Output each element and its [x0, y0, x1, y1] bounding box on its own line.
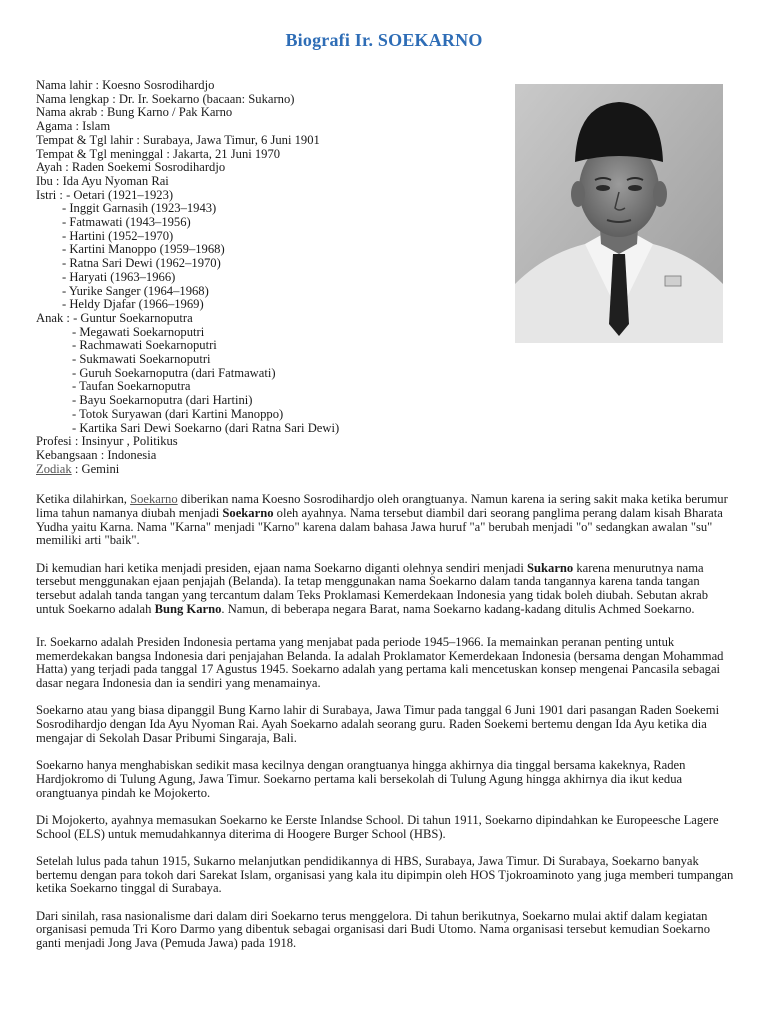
page-title: Biografi Ir. SOEKARNO [285, 30, 483, 50]
istri-item: - Inggit Garnasih (1923–1943) [62, 201, 217, 216]
paragraph-7: Setelah lulus pada tahun 1915, Sukarno melanjutkan pendidikannya di HBS, Surabaya, Jawa Timur. Di Surabaya, Soekarno banyak bertemu dengan para tokoh dari Sarekat Islam, organisasi yang kala itu dipimpin oleh HOS Tjokroaminoto yang juga memberi tumpangan ketika Soekarno tinggal di Surabaya. [36, 853, 734, 896]
istri-item: - Ratna Sari Dewi (1962–1970) [62, 256, 221, 271]
istri-item: - Kartini Manoppo (1959–1968) [62, 242, 225, 257]
istri-item: - Fatmawati (1943–1956) [62, 215, 191, 230]
info-agama: Agama : Islam [36, 119, 111, 134]
p1-text-c: oleh ayahnya. Nama tersebut diambil dari seorang panglima perang dalam kisah Bharata Yudha yaitu Karna. Nama "Karna" menjadi "Karno" karena dalam bahasa Jawa huruf "a" berubah menjadi "o" sedangkan awalan "su" memiliki arti "baik". [36, 505, 723, 548]
paragraph-8: Dari sinilah, rasa nasionalisme dari dalam diri Soekarno terus menggelora. Di tahun berikutnya, Soekarno mulai aktif dalam kegiatan organisasi pemuda Tri Koro Darmo yang dibentuk sebagai organisasi dari Budi Utomo. Nama organisasi tersebut kemudian Soekarno ganti menjadi Jong Java (Pemuda Jawa) pada 1918. [36, 908, 710, 951]
anak-item: - Bayu Soekarnoputra (dari Hartini) [72, 393, 253, 408]
p2-bold-2: Bung Karno [154, 601, 222, 616]
zodiak-value: : Gemini [71, 461, 120, 476]
info-ibu: Ibu : Ida Ayu Nyoman Rai [36, 173, 169, 188]
info-profesi: Profesi : Insinyur , Politikus [36, 434, 178, 449]
info-nama-lahir: Nama lahir : Koesno Sosrodihardjo [36, 78, 215, 92]
info-nama-lengkap: Nama lengkap : Dr. Ir. Soekarno (bacaan: Sukarno) [36, 91, 295, 106]
anak-item: - Megawati Soekarnoputri [72, 324, 205, 339]
info-ayah: Ayah : Raden Soekemi Sosrodihardjo [36, 160, 226, 175]
biodata-list [36, 79, 496, 476]
anak-item: - Rachmawati Soekarnoputri [72, 338, 217, 353]
info-anak-first: Anak : - Guntur Soekarnoputra [36, 310, 193, 325]
info-istri-first: Istri : - Oetari (1921–1923) [36, 187, 174, 202]
anak-item: - Sukmawati Soekarnoputri [72, 352, 211, 367]
p2-bold-1: Sukarno [527, 560, 574, 575]
paragraph-5: Soekarno hanya menghabiskan sedikit masa kecilnya dengan orangtuanya hingga akhirnya dia tinggal bersama kakeknya, Raden Hardjokromo di Tulung Agung, Jawa Timur. Soekarno pertama kali bersekolah di Tulung Agung hingga akhirnya dia ikut kedua orangtuanya pindah ke Mojokerto. [36, 758, 686, 800]
zodiak-link[interactable]: Zodiak [36, 461, 72, 476]
p1-text-b: diberikan nama Koesno Sosrodihardjo oleh orangtuanya. Namun karena ia sering sakit maka ketika berumur lima tahun namanya diubah menjadi [36, 492, 728, 520]
paragraph-1 [36, 493, 736, 548]
anak-item: - Guruh Soekarnoputra (dari Fatmawati) [72, 365, 276, 380]
paragraph-4: Soekarno atau yang biasa dipanggil Bung Karno lahir di Surabaya, Jawa Timur pada tanggal 6 Juni 1901 dari pasangan Raden Soekemi Sosrodihardjo dengan Ida Ayu Nyoman Rai. Ayah Soekarno adalah seorang guru. Raden Soekemi bertemu dengan Ida Ayu ketika dia mengajar di Sekolah Dasar Pribumi Singaraja, Bali. [36, 703, 720, 745]
istri-item: - Yurike Sanger (1964–1968) [62, 283, 209, 298]
p2-text-c: . Namun, di beberapa negara Barat, nama Soekarno kadang-kadang ditulis Achmed Soekarno. [221, 601, 695, 616]
istri-item: - Haryati (1963–1966) [62, 269, 176, 284]
soekarno-link[interactable]: Soekarno [130, 492, 178, 506]
anak-item: - Taufan Soekarnoputra [72, 379, 191, 394]
paragraph-6: Di Mojokerto, ayahnya memasukan Soekarno ke Eerste Inlandse School. Di tahun 1911, Soekarno dipindahkan ke Europeesche Lagere School (ELS) untuk memudahkannya diterima di Hoogere Burger School (HBS). [36, 812, 719, 841]
info-zodiak [36, 463, 496, 477]
info-kebangsaan: Kebangsaan : Indonesia [36, 447, 157, 462]
anak-item: - Kartika Sari Dewi Soekarno (dari Ratna Sari Dewi) [72, 420, 340, 435]
portrait-icon [515, 84, 723, 343]
p1-text-a: Ketika dilahirkan, [36, 492, 131, 506]
portrait-photo [515, 84, 723, 343]
biography-text [36, 493, 736, 964]
info-meninggal: Tempat & Tgl meninggal : Jakarta, 21 Juni 1970 [36, 146, 281, 161]
info-nama-akrab: Nama akrab : Bung Karno / Pak Karno [36, 105, 233, 120]
p2-text-a: Di kemudian hari ketika menjadi presiden, ejaan nama Soekarno diganti olehnya sendiri menjadi [36, 560, 528, 575]
paragraph-2 [36, 562, 736, 617]
info-lahir: Tempat & Tgl lahir : Surabaya, Jawa Timur, 6 Juni 1901 [36, 132, 320, 147]
anak-item: - Totok Suryawan (dari Kartini Manoppo) [72, 406, 284, 421]
paragraph-3: Ir. Soekarno adalah Presiden Indonesia pertama yang menjabat pada periode 1945–1966. Ia memainkan peranan penting untuk memerdekakan bangsa Indonesia dari penjajahan Belanda. Ia adalah Proklamator Kemerdekaan Indonesia (bersama dengan Mohammad Hatta) yang terjadi pada tanggal 17 Agustus 1945. Soekarno adalah yang pertama kali mencetuskan konsep mengenai Pancasila sebagai dasar negara Indonesia dan ia sendiri yang menamainya. [36, 634, 724, 691]
istri-item: - Heldy Djafar (1966–1969) [62, 297, 204, 312]
istri-item: - Hartini (1952–1970) [62, 228, 174, 243]
p1-bold: Soekarno [222, 505, 274, 520]
p2-text-b: karena menurutnya nama tersebut menggunakan ejaan penjajah (Belanda). Ia tetap menggunakan nama Soekarno dalam tanda tangannya karena tanda tangan tersebut adalah tanda tangan yang tercantum dalam Teks Proklamasi Kemerdekaan Indonesia yang tidak boleh diubah. Sebutan akrab untuk Soekarno adalah [36, 560, 709, 616]
